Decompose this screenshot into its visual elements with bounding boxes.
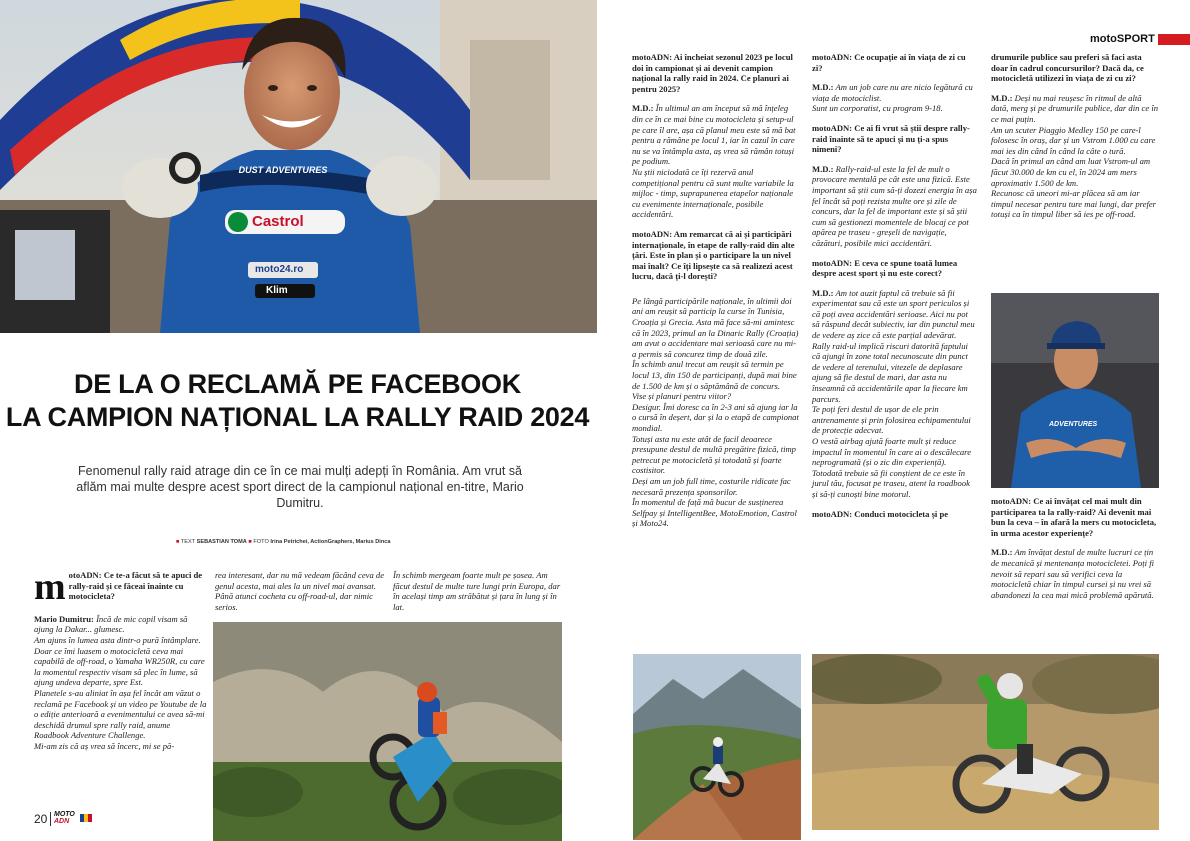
- r2-answer-3-p5: Totodată trebuie să fii conștient de ce este în jurul tău, focusat pe traseu, atent la roadbook și să-ți cunoști bine motorul.: [812, 467, 970, 499]
- answer-1-p2: Am ajuns în lumea asta dintr-o pură întâmplare. Doar ce îmi luasem o motocicletă ceva mai capabilă de off-road, o Yamaha WR250R, cu care la momentul respectiv visam să plec în lume, să ajung undeva departe, spre Est.: [34, 634, 205, 688]
- column-3-text: În schimb mergeam foarte mult pe șosea. Am făcut destul de multe ture lungi prin Europa, dar în același timp am străbătut și țara în lung și în lat.: [393, 570, 561, 612]
- r-answer-2: [632, 296, 800, 529]
- moto-adn-logo: [54, 811, 75, 825]
- photo-mountain-illustration: [633, 654, 801, 840]
- r2-answer-2-speaker: M.D.:: [812, 163, 834, 174]
- section-title-sport: SPORT: [1116, 33, 1155, 45]
- credit-bullet-text: ■: [176, 539, 180, 545]
- r3-answer-1-p1: Deși nu mai reușesc în ritmul de altă dată, merg și pe drumurile publice, dar din ce în ce mai puțin.: [991, 92, 1158, 124]
- left-column-3: [393, 570, 563, 612]
- r-answer-2-p1: Pe lângă participările naționale, în ultimii doi ani am reușit să particip la curse în Tunisia, Croația și Grecia. Asta mă face să-mi amintesc că în 2023, primul an la Dinaric Rally (Croația) am avut o accidentare mai serioasă care nu mi-a permis să concurez timp de două zile.: [632, 295, 799, 359]
- answer-1-p4: Mi-am zis că aș vrea să încerc, mi se pă-: [34, 740, 175, 751]
- r2-answer-3-p1: Am tot auzit faptul că trebuie să fii experimentat sau că este un sport periculos și că poți avea accidentări serioase. Aici nu pot să răspund decât subiectiv, iar din punctul meu de vedere aș zice că este parțial adevărat.: [812, 287, 975, 341]
- headline-line-1: DE LA O RECLAMĂ PE FACEBOOK: [74, 369, 521, 399]
- r2-question-3: motoADN: E ceva ce spune toată lumea despre acest sport și nu este corect?: [812, 257, 958, 279]
- r2-answer-1-speaker: M.D.:: [812, 82, 834, 93]
- r2-question-4: motoADN: Conduci motocicleta și pe: [812, 508, 949, 519]
- credit-text-name: SEBASTIAN TOMA: [196, 539, 247, 545]
- right-column-3: [991, 52, 1159, 229]
- column-2-text: rea interesant, dar nu mă vedeam făcând ceva de genul acesta, mai ales la un nivel mai avansat. Până atunci cocheta cu off-road-ul, dar nimic serios.: [215, 570, 385, 612]
- hero-jersey-label: [208, 165, 358, 175]
- r2-question-1: motoADN: Ce ocupație ai în viața de zi cu zi?: [812, 52, 966, 73]
- credit-bullet-photo: ■: [248, 539, 252, 545]
- r2-answer-3: [812, 288, 977, 500]
- r-answer-1-p2: Nu știi niciodată ce îți rezervă anul competițional pentru că sunt multe variabile la mijloc - timp, suprapunerea etapelor naționale cu evenimente internaționale, posibile accidentări.: [632, 166, 794, 220]
- r2-answer-3-speaker: M.D.:: [812, 287, 834, 298]
- r2-answer-3-p2: Rally raid-ul implică riscuri datorită faptului că ajungi în zone total necunoscute din punct de vedere al terenului, vitezele de deplasare ajung să fie destul de mari, dar asta nu înseamnă că accidentările apar la fiecare km parcurs.: [812, 340, 968, 404]
- right-column-3-lower: [991, 496, 1159, 609]
- article-lead: Fenomenul rally raid atrage din ce în ce mai mulți adepți în România. Am vrut să aflăm mai multe despre acest sport direct de la campionul național en-titre, Mario Dumitru.: [76, 464, 524, 510]
- headline-line-2: LA CAMPION NAȚIONAL LA RALLY RAID 2024: [5, 402, 590, 432]
- logo-flag: [80, 814, 92, 822]
- r-answer-2-p4: Desigur. Îmi doresc ca în 2-3 ani să ajung iar la o cursă în deșert, dar și la o etapă de campionat mondial.: [632, 401, 799, 433]
- r-question-1: motoADN: Ai încheiat sezonul 2023 pe locul doi în campionat și ai devenit campion național la rally raid în 2024. Ce planuri ai pentru 2025?: [632, 52, 793, 94]
- article-credits: [176, 539, 390, 545]
- r2-answer-1: [812, 82, 977, 114]
- r3-answer-2-p1: Am învățat destul de multe lucruri ce țin de mecanică și mentenanța motocicletei. Poți fi nevoit să repari sau să verifici ceva la motocicletă chiar în timpul cursei și nu vrei să abandonezi la cea mai mică problemă apărută.: [991, 547, 1154, 600]
- r-answer-2-p6: Deși am un job full time, costurile ridicate fac necesară prezența sponsorilor.: [632, 475, 791, 497]
- page-number-divider: [50, 812, 51, 826]
- hero-sponsor-moto24: moto24.ro: [255, 264, 304, 275]
- hero-jersey-text-2: ADVENTURES: [265, 165, 328, 175]
- r-answer-1-p1: În ultimul an am început să mă înțeleg din ce în ce mai bine cu motocicleta și setup-ul pe care îl are, așa că planul meu este să mă bat pentru a rămâne pe locul 1, iar în cazul în care nu se va întâmpla asta, aș vrea să rămân totuși pe podium.: [632, 103, 796, 167]
- question-1: [34, 566, 207, 608]
- photo-portrait: [991, 293, 1159, 488]
- section-title-moto: moto: [1090, 33, 1117, 45]
- right-column-2: [812, 52, 977, 528]
- r2-answer-3-p4: O vestă airbag ajută foarte mult și reduce impactul în momentul în care ai o descălecare neprogramată (și o zic din experiență).: [812, 436, 972, 468]
- credit-photo-label: FOTO: [253, 539, 269, 545]
- photo-wheelie-illustration: [213, 622, 562, 841]
- r3-question-1: drumurile publice sau preferi să faci asta doar în cadrul concursurilor? Dacă da, ce motocicletă utilizezi în viața de zi cu zi?: [991, 52, 1144, 84]
- answer-1-p1: Încă de mic copil visam să ajung la Dakar... glumesc.: [34, 613, 188, 635]
- r-answer-2-p5: Totuși asta nu este atât de facil deoarece presupune destul de multă pregătire fizică, timp petrecut pe motocicletă și totodată și foarte costisitor.: [632, 433, 796, 476]
- logo-bottom: ADN: [54, 818, 70, 825]
- hero-photo-rider: [0, 0, 597, 333]
- r2-answer-3-p3: Te poți feri destul de ușor de ele prin antrenamente și prin folosirea echipamentului de protecție adecvat.: [812, 404, 971, 436]
- credit-photo-name: Irina Petrichei, ActionGraphers, Marius Dinca: [270, 539, 391, 545]
- photo-wheelie: [213, 622, 562, 841]
- photo-slide-green-rider: [812, 654, 1159, 830]
- credit-text-label: TEXT: [180, 539, 196, 545]
- section-header: [1090, 33, 1155, 45]
- photo-portrait-illustration: [991, 293, 1159, 488]
- article-headline: [0, 368, 595, 434]
- r3-question-2: motoADN: Ce ai învățat cel mai mult din participarea ta la rally-raid? Ai devenit mai bun la ceva – în afară la mers cu motocicleta, în urma acestor experiențe?: [991, 496, 1157, 538]
- r-answer-2-p2: În schimb anul trecut am reușit să termin pe locul 13, din 150 de participanți, după mai bine de 1.500 de km și o săptămână de concurs.: [632, 359, 797, 391]
- r2-answer-2: [812, 164, 977, 249]
- section-header-bar: [1158, 34, 1190, 45]
- r-question-2: motoADN: Am remarcat că ai și participări internaționale, în etape de rally-raid din alte țări. Este în plan și o participare la un nivel mai înalt? Ce îți lipsește ca să realizezi acest lucru, dacă ți-l dorești?: [632, 228, 795, 282]
- photo-slide-illustration: [812, 654, 1159, 830]
- portrait-shirt-text: ADVENTURES: [1049, 421, 1098, 428]
- r3-answer-1: [991, 93, 1159, 220]
- r-answer-2-p7: În momentul de față mă bucur de susținerea Selfpay și IntelligentBee, MotoEmotion, Castrol și Moto24.: [632, 497, 797, 529]
- question-1-text: otoADN: Ce te-a făcut să te apuci de rally-raid și ce făceai înainte cu motocicleta?: [68, 570, 203, 602]
- r3-answer-1-p3: Dacă în primul an când am luat Vstrom-ul am făcut 30.000 de km cu el, în 2024 am mers aproximativ 1.500 de km.: [991, 156, 1151, 188]
- hero-sponsor-klim: Klim: [266, 285, 288, 296]
- right-column-1: [632, 52, 800, 538]
- r2-question-2: motoADN: Ce ai fi vrut să știi despre rally-raid înainte să te apuci și nu ți-a spus nimeni?: [812, 122, 970, 155]
- answer-1: [34, 614, 207, 752]
- r3-answer-2-speaker: M.D.:: [991, 547, 1013, 558]
- r-answer-1: [632, 103, 800, 220]
- dropcap: m: [34, 566, 66, 608]
- r3-answer-1-p4: Recunosc că uneori mi-ar plăcea să am iar timpul necesar pentru ture mai lungi, dar prefer totuși ca în timpul liber să ies pe off-road.: [991, 188, 1157, 220]
- r3-answer-2: [991, 547, 1159, 600]
- r-answer-2-p3: Vise și planuri pentru viitor?: [632, 391, 732, 402]
- r2-answer-1-p2: Sunt un corporatist, cu program 9-18.: [812, 103, 943, 114]
- r2-answer-2-p1: Rally-raid-ul este la fel de mult o provocare mentală pe cât este una fizică. Este important să știi cum să-ți dozezi energia în așa fel încât să poți rezista multe ore și zile de concurs, dar la fel de important este și să știi cum să gestionezi momentele de blocaj ce pot apărea pe traseu - greșeli de navigație, căzături, posibile mici accidentări.: [812, 163, 977, 248]
- photo-mountain-trail: [633, 654, 801, 840]
- page-number: 20: [34, 812, 48, 826]
- logo-top: MOTO: [54, 811, 75, 818]
- left-column-1: [34, 566, 207, 761]
- right-page: [595, 0, 1190, 841]
- answer-speaker: Mario Dumitru:: [34, 613, 94, 624]
- r3-answer-1-speaker: M.D.:: [991, 92, 1013, 103]
- left-column-2: [215, 570, 385, 612]
- hero-jersey-text-1: DUST: [238, 165, 264, 175]
- r-answer-1-speaker: M.D.:: [632, 103, 654, 114]
- r3-answer-1-p2: Am un scuter Piaggio Medley 150 pe care-l folosesc în oraș, dar și un Vstrom 1.000 cu care mai ies din când în când la câte o tură.: [991, 124, 1156, 156]
- hero-sponsor-castrol: Castrol: [252, 213, 304, 230]
- r2-answer-1-p1: Am un job care nu are nicio legătură cu viața de motociclist.: [812, 82, 973, 103]
- answer-1-p3: Planetele s-au aliniat în așa fel încât am văzut o reclamă pe Facebook și un video pe Youtube de la o ediție anterioară a evenimentului ce avea să-mi deschidă drumul spre rally raid, anume Roadbook Adventure Challenge.: [34, 687, 207, 741]
